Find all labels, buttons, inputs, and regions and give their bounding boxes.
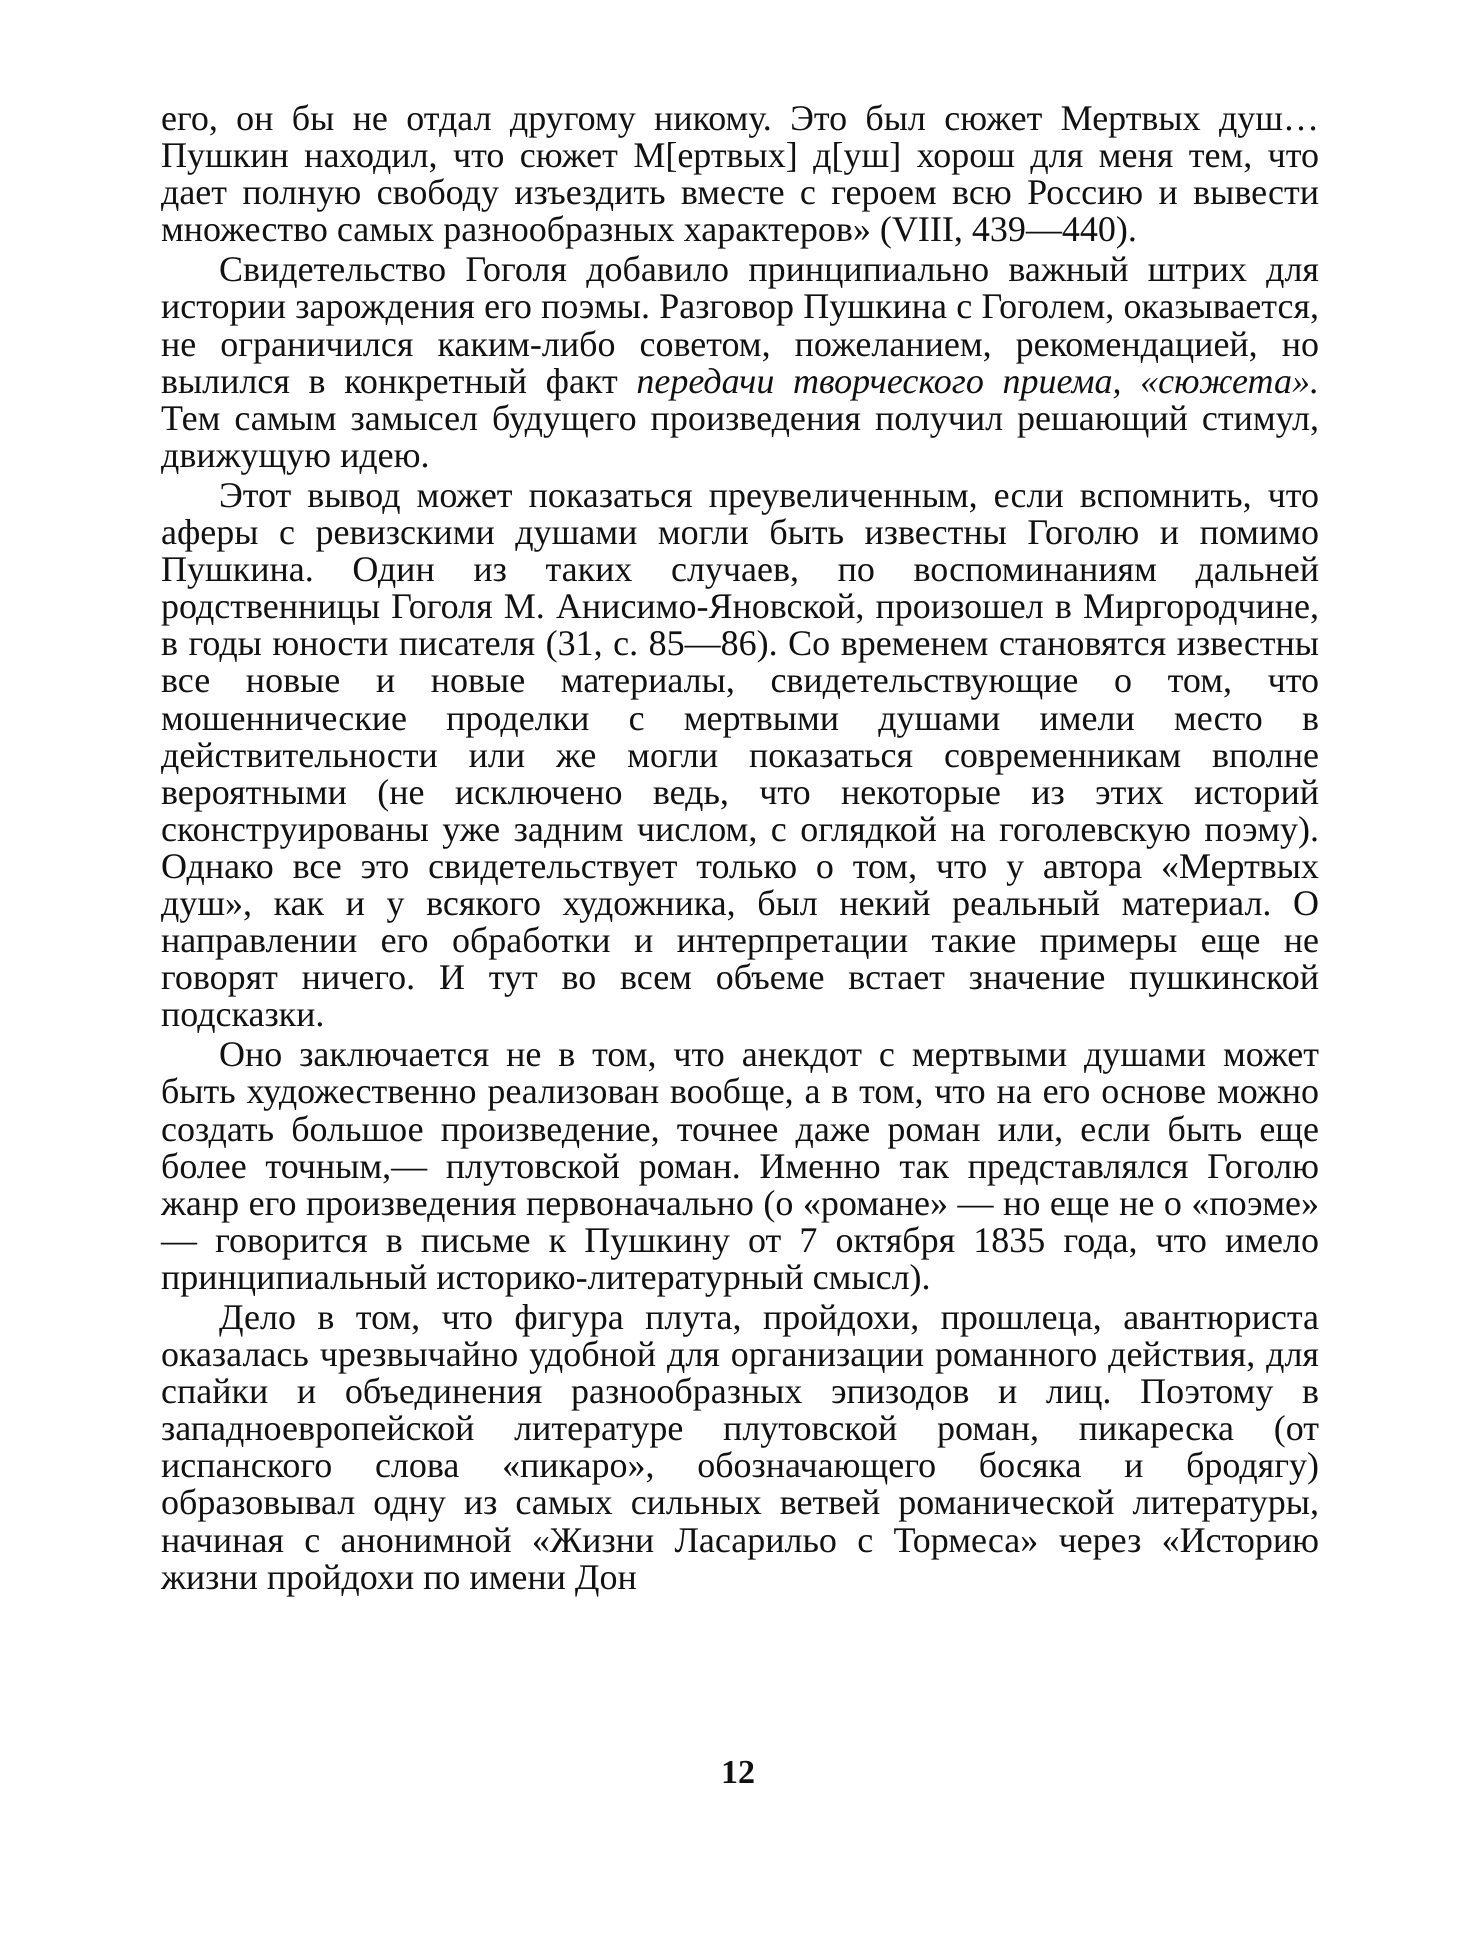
paragraph-3-text: Этот вывод может показаться преувеличенным, если вспомнить, что аферы с ревизскими душами могли быть известны Гоголю и помимо Пушкина. Один из таких случаев, по воспоминаниям дальней родственницы Гоголя М. Анисимо-Яновской, произошел в Миргородчине, в годы юности писателя (31, с. 85—86). Со временем становятся известны все новые и новые материалы, свидетельствующие о том, что мошеннические проделки с мертвыми душами имели место в действительности или же могли показаться современникам вполне вероятными (не исключено ведь, что некоторые из этих историй сконструированы уже задним числом, с оглядкой на гоголевскую поэму). Однако все это свидетельствует только о том, что у автора «Мертвых душ», как и у всякого художника, был некий реальный материал. О направлении его обработки и интерпретации такие примеры еще не говорят ничего. И тут во всем объеме встает значение пушкинской подсказки. xyxy=(161,474,1319,1035)
paragraph-1 xyxy=(161,100,1319,248)
paragraph-2-text-before: Свидетельство Гоголя добавило принципиально важный штрих для истории зарождения его поэмы. Разговор Пушкина с Гоголем, оказывается, не ограничился каким-либо советом, пожеланием, рекомендацией, но вылился в конкретный факт xyxy=(161,249,1319,401)
paragraph-2-text-after: Тем самым замысел будущего произведения получил решающий стимул, движущую идею. xyxy=(161,397,1319,475)
paragraph-5 xyxy=(161,1299,1319,1596)
page-text-block xyxy=(161,100,1319,1599)
paragraph-4 xyxy=(161,1036,1319,1296)
page-number: 12 xyxy=(721,1754,755,1791)
paragraph-3 xyxy=(161,474,1319,1035)
paragraph-4-text: Оно заключается не в том, что анекдот с мертвыми душами может быть художественно реализован вообще, а в том, что на его основе можно создать большое произведение, точнее даже роман или, если быть еще более точным,— плутовской роман. Именно так представлялся Гоголю жанр его произведения первоначально (о «романе» — но еще не о «поэме» — говорится в письме к Пушкину от 7 октября 1835 года, что имело принципиальный историко-литературный смысл). xyxy=(161,1034,1319,1297)
paragraph-2 xyxy=(161,251,1319,474)
paragraph-2-italic-phrase: передачи творческого приема, «сюжета». xyxy=(636,360,1319,401)
paragraph-1-text: его, он бы не отдал другому никому. Это был сюжет Мертвых душ… Пушкин находил, что сюжет М[ертвых] д[уш] хорош для меня тем, что дает полную свободу изъездить вместе с героем всю Россию и вывести множество самых разнообразных характеров» (VIII, 439—440). xyxy=(161,98,1319,250)
paragraph-5-text: Дело в том, что фигура плута, пройдохи, прошлеца, авантюриста оказалась чрезвычайно удобной для организации романного действия, для спайки и объединения разнообразных эпизодов и лиц. Поэтому в западноевропейской литературе плутовской роман, пикареска (от испанского слова «пикаро», обозначающего босяка и бродягу) образовывал одну из самых сильных ветвей романической литературы, начиная с анонимной «Жизни Ласарильо с Тормеса» через «Историю жизни пройдохи по имени Дон xyxy=(161,1297,1319,1597)
